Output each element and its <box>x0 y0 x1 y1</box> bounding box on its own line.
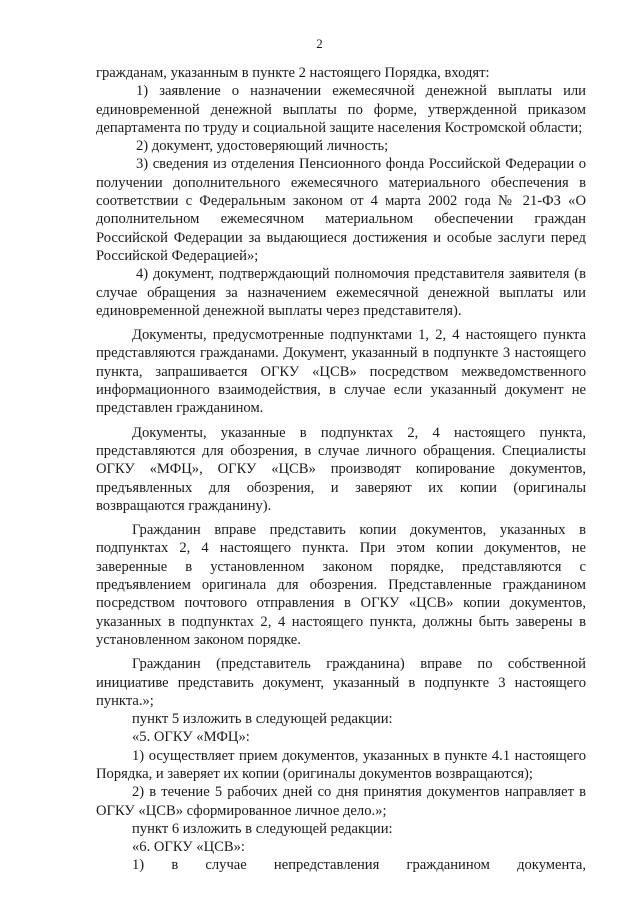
paragraph: Документы, предусмотренные подпунктами 1, 2, 4 настоящего пункта представляются гражданами. Документ, указанный в подпункте 3 настоящего пункта, запрашивается ОГКУ «ЦСВ» посредством межведомственного информационного взаимодействия, в случае если указанный документ не представлен гражданином. <box>96 327 586 417</box>
paragraph: «5. ОГКУ «МФЦ»: <box>132 729 250 746</box>
paragraph: пункт 6 изложить в следующей редакции: <box>132 820 393 837</box>
page-number: 2 <box>316 36 323 51</box>
paragraph: Гражданин вправе представить копии документов, указанных в подпунктах 2, 4 настоящего пункта. При этом копии документов, не заверенные в установленном законом порядке, представляются с предъявлением оригинала для обозрения. Представленные гражданином посредством почтового отправления в ОГКУ «ЦСВ» копии документов, указанных в подпунктах 2, 4 настоящего пункта, должны быть заверены в установленном законом порядке. <box>96 522 586 648</box>
list-item: 4) документ, подтверждающий полномочия представителя заявителя (в случае обращения за назначением ежемесячной денежной выплаты или единовременной денежной выплаты через представителя). <box>96 266 586 319</box>
paragraph: Гражданин (представитель гражданина) вправе по собственной инициативе представить документ, указанный в подпункте 3 настоящего пункта.»; <box>96 656 586 709</box>
paragraph: гражданам, указанным в пункте 2 настоящего Порядка, входят: <box>96 65 490 81</box>
paragraph: пункт 5 изложить в следующей редакции: <box>132 711 393 728</box>
list-item: 3) сведения из отделения Пенсионного фонда Российской Федерации о получении дополнительного ежемесячного материального обеспечения в соответствии с Федеральным законом от 4 марта 2002 года № 21-ФЗ «О дополнительном ежемесячном материальном обеспечении граждан Российской Федерации за выдающиеся достижения и особые заслуги перед Российской Федерацией»; <box>96 156 586 264</box>
list-item: 2) в течение 5 рабочих дней со дня принятия документов направляет в ОГКУ «ЦСВ» сформированное личное дело.»; <box>96 784 586 819</box>
list-item: 1) осуществляет прием документов, указанных в пункте 4.1 настоящего Порядка, и заверяет их копии (оригиналы документов возвращаются); <box>96 747 586 782</box>
paragraph: Документы, указанные в подпунктах 2, 4 настоящего пункта, представляются для обозрения, в случае личного обращения. Специалисты ОГКУ «МФЦ», ОГКУ «ЦСВ» производят копирование документов, предъявленных для обозрения, и заверяют их копии (оригиналы возвращаются гражданину). <box>96 424 586 514</box>
list-item: 1) в случае непредставления гражданином документа, <box>132 857 586 874</box>
list-item: 2) документ, удостоверяющий личность; <box>136 138 389 155</box>
list-item: 1) заявление о назначении ежемесячной денежной выплаты или единовременной денежной выплаты по форме, утвержденной приказом департамента по труду и социальной защите населения Костромской области; <box>96 83 586 136</box>
document-body <box>96 64 586 875</box>
paragraph: «6. ОГКУ «ЦСВ»: <box>132 839 245 856</box>
